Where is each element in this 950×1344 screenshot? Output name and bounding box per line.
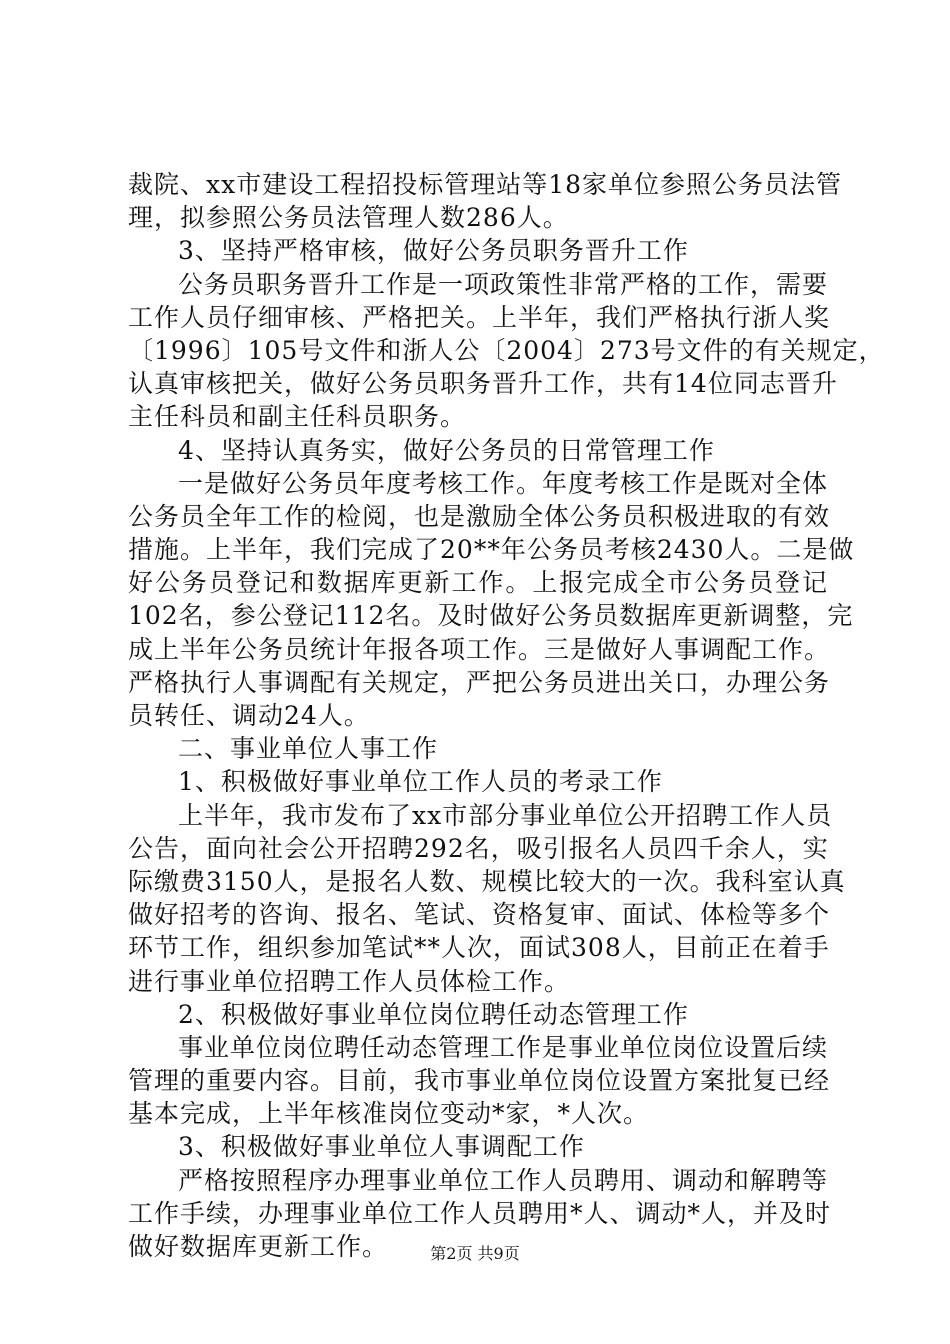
page-footer: 第2页 共9页	[430, 1244, 520, 1263]
text-line: 102名，参公登记112名。及时做好公务员数据库更新调整，完	[128, 601, 854, 631]
text-line: 公务员职务晋升工作是一项政策性非常严格的工作，需要	[178, 269, 829, 299]
text-line: 做好数据库更新工作。	[128, 1232, 389, 1261]
text-line: 公务员全年工作的检阅，也是激励全体公务员积极进取的有效	[128, 501, 831, 531]
text-line: 〔1996〕105号文件和浙人公〔2004〕273号文件的有关规定，	[128, 335, 885, 365]
text-line: 3、坚持严格审核，做好公务员职务晋升工作	[178, 236, 689, 266]
text-line: 管理的重要内容。目前，我市事业单位岗位设置方案批复已经	[128, 1066, 831, 1096]
text-line: 进行事业单位招聘工作人员体检工作。	[128, 966, 571, 996]
text-line: 二、事业单位人事工作	[178, 734, 439, 764]
text-line: 理，拟参照公务员法管理人数286人。	[128, 203, 569, 233]
text-line: 2、积极做好事业单位岗位聘任动态管理工作	[178, 999, 689, 1029]
text-line: 工作人员仔细审核、严格把关。上半年，我们严格执行浙人奖	[128, 302, 831, 332]
text-line: 际缴费3150人，是报名人数、规模比较大的一次。我科室认真	[128, 866, 846, 896]
text-line: 基本完成，上半年核准岗位变动*家，*人次。	[128, 1099, 650, 1129]
text-line: 措施。上半年，我们完成了20**年公务员考核2430人。二是做	[128, 535, 855, 565]
text-line: 认真审核把关，做好公务员职务晋升工作，共有14位同志晋升	[128, 369, 838, 399]
text-line: 成上半年公务员统计年报各项工作。三是做好人事调配工作。	[128, 634, 831, 664]
text-line: 4、坚持认真务实，做好公务员的日常管理工作	[178, 435, 715, 465]
text-line: 上半年，我市发布了xx市部分事业单位公开招聘工作人员	[178, 800, 833, 830]
document-body	[128, 168, 885, 1263]
text-line: 一是做好公务员年度考核工作。年度考核工作是既对全体	[178, 468, 829, 498]
text-line: 裁院、xx市建设工程招投标管理站等18家单位参照公务员法管	[128, 170, 843, 199]
text-line: 3、积极做好事业单位人事调配工作	[178, 1132, 585, 1162]
text-line: 环节工作，组织参加笔试**人次，面试308人，目前正在着手	[128, 933, 830, 963]
text-line: 好公务员登记和数据库更新工作。上报完成全市公务员登记	[128, 568, 828, 598]
text-line: 员转任、调动24人。	[128, 701, 370, 730]
text-line: 工作手续，办理事业单位工作人员聘用*人、调动*人，并及时	[128, 1198, 832, 1228]
text-line: 做好招考的咨询、报名、笔试、资格复审、面试、体检等多个	[128, 900, 831, 930]
text-line: 事业单位岗位聘任动态管理工作是事业单位岗位设置后续	[178, 1032, 829, 1062]
text-line: 1、积极做好事业单位工作人员的考录工作	[178, 767, 663, 797]
text-line: 主任科员和副主任科员职务。	[128, 402, 467, 432]
text-line: 公告，面向社会公开招聘292名，吸引报名人员四千余人，实	[128, 833, 829, 863]
text-line: 严格按照程序办理事业单位工作人员聘用、调动和解聘等	[178, 1165, 829, 1195]
text-line: 严格执行人事调配有关规定，严把公务员进出关口，办理公务	[128, 667, 831, 697]
